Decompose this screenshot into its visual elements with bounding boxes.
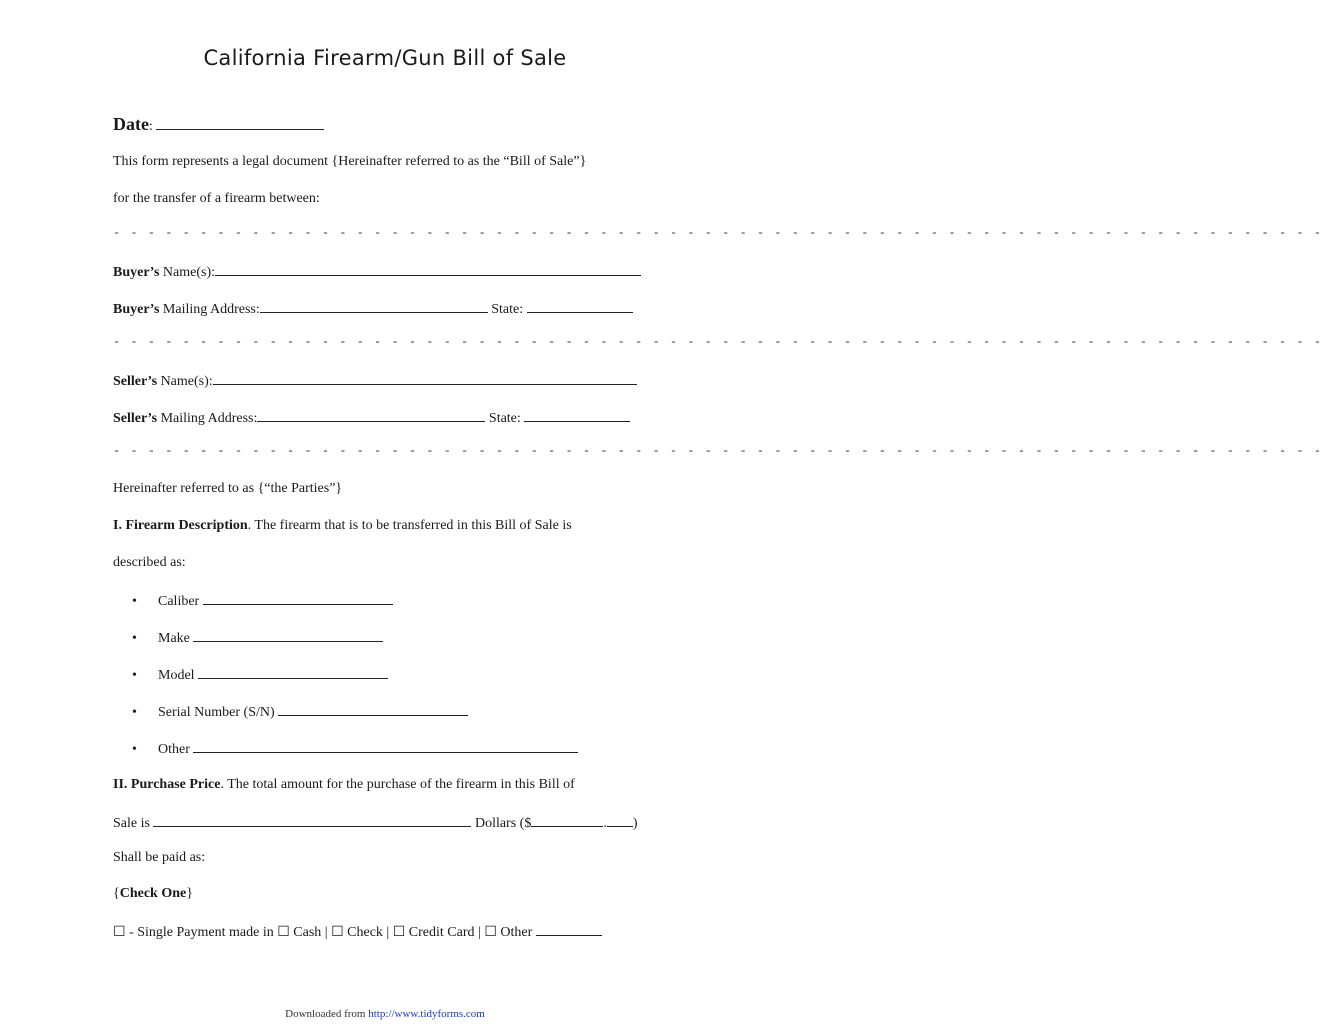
list-item-caliber: [132, 590, 393, 612]
date-label: Date: [113, 114, 149, 134]
buyer-name-row: [113, 261, 641, 283]
section1-text1: . The firearm that is to be transferred in this Bill of Sale is: [247, 518, 572, 533]
check-one-label: Check One: [119, 886, 187, 901]
caliber-field[interactable]: [203, 590, 393, 605]
buyer-state-field[interactable]: [527, 298, 633, 313]
seller-state-field[interactable]: [524, 407, 630, 422]
check-one-close: }: [186, 886, 193, 901]
seller-name-label: Name(s):: [157, 374, 213, 389]
section1-heading: I. Firearm Description: [113, 518, 248, 533]
sale-is-label: Sale is: [113, 816, 154, 831]
decimal-dot: .: [603, 816, 607, 831]
check-one-line: [113, 884, 193, 904]
check-label: Check |: [343, 925, 393, 940]
intro-line-1: This form represents a legal document {Hereinafter referred to as the “Bill of Sale”}: [113, 154, 587, 169]
cash-label: Cash |: [289, 925, 332, 940]
model-label: Model: [158, 668, 195, 683]
buyer-address-label: Mailing Address:: [159, 302, 260, 317]
buyer-address-bold: Buyer’s: [113, 302, 160, 317]
bullet-icon: •: [132, 705, 137, 720]
make-label: Make: [158, 631, 190, 646]
list-item-serial: [132, 701, 468, 723]
check-checkbox[interactable]: ☐: [331, 925, 344, 940]
dollars-label: Dollars ($: [471, 816, 532, 831]
price-words-field[interactable]: [153, 812, 471, 827]
other-label: Other: [158, 742, 190, 757]
other-payment-label: Other: [496, 925, 536, 940]
section1-line2: described as:: [113, 555, 186, 570]
section2-line1: [113, 775, 575, 795]
buyer-address-row: [113, 298, 633, 320]
buyer-name-field[interactable]: [215, 261, 641, 276]
seller-address-field[interactable]: [257, 407, 485, 422]
make-field[interactable]: [193, 627, 383, 642]
document-title: California Firearm/Gun Bill of Sale: [203, 46, 567, 70]
single-payment-label: - Single Payment made in: [125, 925, 278, 940]
price-cents-field[interactable]: [607, 812, 633, 827]
cash-checkbox[interactable]: ☐: [277, 925, 290, 940]
serial-label: Serial Number (S/N): [158, 705, 275, 720]
buyer-name-bold: Buyer’s: [113, 265, 160, 280]
footer-link[interactable]: http://www.tidyforms.com: [368, 1008, 485, 1020]
footer: [0, 1008, 770, 1020]
footer-prefix: Downloaded from: [285, 1008, 369, 1020]
separator-3: - - - - - - - - - - - - - - - - - - - - - - - - - - - - - - - - - - - - - - - - - - - - - - - - - - - - - - - - - - - - - - - - - - - - - -: [113, 444, 1322, 458]
caliber-label: Caliber: [158, 594, 200, 609]
other-field[interactable]: [193, 738, 578, 753]
credit-card-checkbox[interactable]: ☐: [392, 925, 406, 940]
serial-field[interactable]: [278, 701, 468, 716]
seller-name-row: [113, 370, 637, 392]
seller-address-label: Mailing Address:: [157, 411, 258, 426]
model-field[interactable]: [198, 664, 388, 679]
separator-2: - - - - - - - - - - - - - - - - - - - - - - - - - - - - - - - - - - - - - - - - - - - - - - - - - - - - - - - - - - - - - - - - - - - - - -: [113, 335, 1322, 349]
list-item-make: [132, 627, 383, 649]
section2-text1: . The total amount for the purchase of the firearm in this Bill of: [220, 777, 575, 792]
check-one-open: {: [113, 886, 120, 901]
bullet-icon: •: [132, 668, 137, 683]
date-colon: :: [148, 119, 153, 134]
seller-name-bold: Seller’s: [113, 374, 158, 389]
list-item-other: [132, 738, 578, 760]
date-field[interactable]: [156, 115, 324, 130]
single-payment-checkbox[interactable]: ☐: [113, 925, 126, 940]
seller-address-bold: Seller’s: [113, 411, 158, 426]
seller-name-field[interactable]: [213, 370, 637, 385]
list-item-model: [132, 664, 388, 686]
buyer-state-label: State:: [487, 302, 527, 317]
bullet-icon: •: [132, 742, 137, 757]
seller-address-row: [113, 407, 630, 429]
other-payment-checkbox[interactable]: ☐: [484, 925, 497, 940]
buyer-address-field[interactable]: [260, 298, 488, 313]
payment-options-row: [113, 921, 602, 943]
bullet-icon: •: [132, 631, 137, 646]
separator-1: - - - - - - - - - - - - - - - - - - - - - - - - - - - - - - - - - - - - - - - - - - - - - - - - - - - - - - - - - - - - - - - - - - - - - -: [113, 226, 1322, 240]
bullet-icon: •: [132, 594, 137, 609]
credit-card-label: Credit Card |: [405, 925, 485, 940]
other-payment-field[interactable]: [536, 921, 602, 936]
close-paren: ): [632, 816, 638, 831]
sale-price-row: [113, 812, 638, 834]
seller-state-label: State:: [485, 411, 525, 426]
date-row: [113, 114, 324, 137]
section2-heading: II. Purchase Price: [113, 777, 221, 792]
price-dollars-field[interactable]: [531, 812, 603, 827]
intro-line-2: for the transfer of a firearm between:: [113, 191, 320, 206]
paid-as-line: Shall be paid as:: [113, 850, 206, 865]
section1-line1: [113, 516, 572, 536]
buyer-name-label: Name(s):: [159, 265, 215, 280]
parties-line: Hereinafter referred to as {“the Parties”}: [113, 481, 343, 496]
